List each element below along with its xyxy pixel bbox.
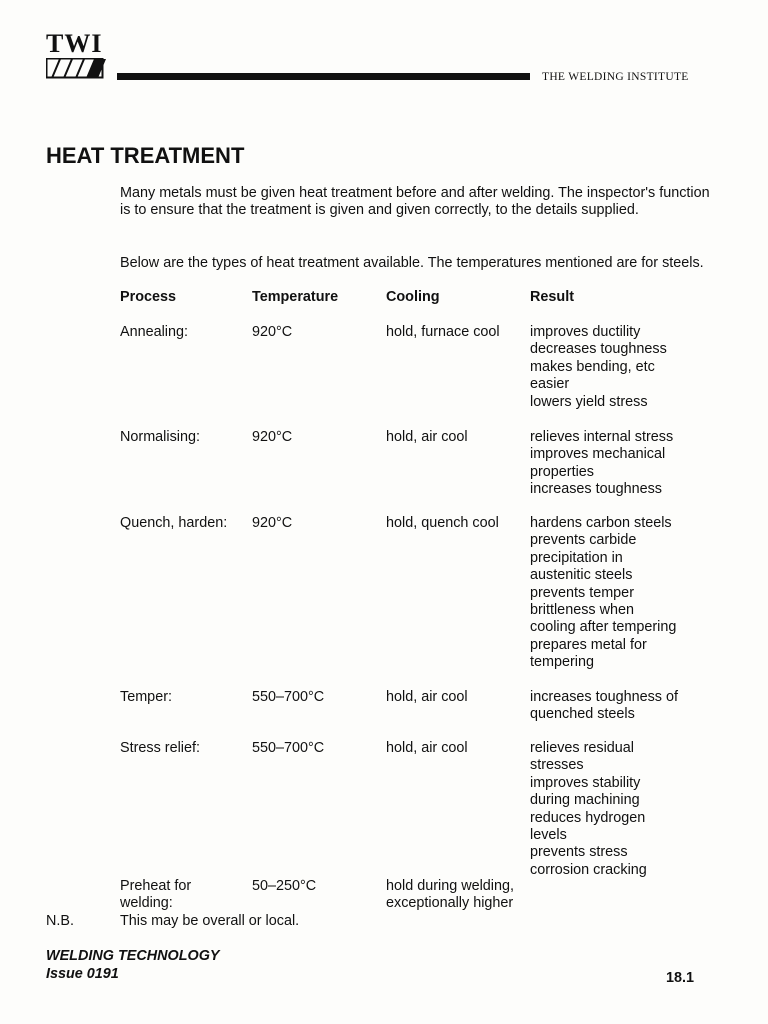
- cell-temperature: 550–700°C: [252, 689, 325, 705]
- process-line: Normalising:: [120, 429, 200, 445]
- result-line: prevents stress: [530, 844, 628, 861]
- result-line: tempering: [530, 654, 594, 671]
- result-line: easier: [530, 376, 570, 393]
- cell-process: [120, 324, 188, 341]
- result-line: stresses: [530, 757, 584, 774]
- cell-result: [530, 324, 667, 411]
- cell-temperature: 920°C: [252, 429, 293, 445]
- cell-process: [120, 740, 200, 757]
- result-line: improves ductility: [530, 324, 641, 340]
- twi-logo: [46, 29, 116, 80]
- cooling-line: hold, air cool: [386, 740, 468, 756]
- header-cooling: Cooling: [386, 289, 440, 305]
- header-result: Result: [530, 289, 574, 305]
- cell-cooling: [386, 689, 468, 706]
- note-label: N.B.: [46, 913, 74, 929]
- result-line: properties: [530, 463, 594, 480]
- result-line: increases toughness of: [530, 689, 678, 705]
- process-line: Temper:: [120, 689, 172, 705]
- cooling-line: hold during welding,: [386, 878, 515, 894]
- cell-result: [530, 429, 673, 499]
- cell-temperature: 920°C: [252, 515, 293, 531]
- result-line: brittleness when: [530, 602, 634, 619]
- result-line: prevents carbide: [530, 532, 637, 549]
- cell-result: [530, 689, 678, 724]
- result-line: quenched steels: [530, 706, 635, 723]
- page-number: 18.1: [666, 970, 695, 986]
- cell-cooling: [386, 878, 514, 913]
- result-line: during machining: [530, 792, 640, 809]
- cooling-line: hold, furnace cool: [386, 324, 500, 340]
- header-temperature: Temperature: [252, 289, 339, 305]
- cooling-line: hold, air cool: [386, 429, 468, 445]
- result-line: relieves residual: [530, 740, 634, 756]
- cell-cooling: [386, 740, 468, 757]
- cell-cooling: [386, 324, 500, 341]
- cell-cooling: [386, 429, 468, 446]
- cell-temperature: 920°C: [252, 324, 293, 340]
- process-line: welding:: [120, 895, 173, 912]
- footer-issue: Issue 0191: [46, 966, 119, 982]
- result-line: lowers yield stress: [530, 393, 648, 410]
- cell-process: [120, 878, 191, 913]
- types-paragraph: Below are the types of heat treatment available. The temperatures mentioned are for steels.: [120, 255, 704, 271]
- result-line: relieves internal stress: [530, 429, 674, 445]
- result-line: prevents temper: [530, 584, 634, 601]
- header-rule: [117, 73, 530, 80]
- note-text: This may be overall or local.: [120, 913, 300, 929]
- result-line: austenitic steels: [530, 567, 633, 584]
- result-line: improves mechanical: [530, 446, 666, 463]
- cooling-line: hold, air cool: [386, 689, 468, 705]
- process-line: Preheat for: [120, 878, 192, 894]
- result-line: cooling after tempering: [530, 619, 677, 636]
- cooling-line: exceptionally higher: [386, 895, 514, 912]
- cell-temperature: 550–700°C: [252, 740, 325, 756]
- institute-name: THE WELDING INSTITUTE: [542, 71, 689, 83]
- footer-title: WELDING TECHNOLOGY: [46, 948, 220, 964]
- cell-result: [530, 515, 676, 672]
- cell-process: [120, 429, 200, 446]
- result-line: precipitation in: [530, 549, 623, 566]
- cell-process: [120, 515, 227, 532]
- result-line: reduces hydrogen: [530, 809, 646, 826]
- intro-paragraph: Many metals must be given heat treatment before and after welding. The inspector's function is to ensure that the treatment is given and given correctly, to the details supplied.: [120, 185, 710, 219]
- process-line: Quench, harden:: [120, 515, 228, 531]
- cell-process: [120, 689, 172, 706]
- result-line: levels: [530, 827, 567, 844]
- logo-text: TWI: [46, 29, 103, 58]
- page-title: HEAT TREATMENT: [46, 143, 245, 168]
- twi-logo-mark: [46, 58, 110, 80]
- cell-result: [530, 740, 647, 879]
- cooling-line: hold, quench cool: [386, 515, 499, 531]
- result-line: hardens carbon steels: [530, 515, 672, 531]
- result-line: corrosion cracking: [530, 861, 647, 878]
- result-line: makes bending, etc: [530, 358, 655, 375]
- process-line: Annealing:: [120, 324, 189, 340]
- cell-temperature: 50–250°C: [252, 878, 317, 894]
- result-line: increases toughness: [530, 481, 662, 498]
- process-line: Stress relief:: [120, 740, 200, 756]
- result-line: prepares metal for: [530, 636, 647, 653]
- result-line: improves stability: [530, 774, 641, 791]
- result-line: decreases toughness: [530, 341, 667, 358]
- header-process: Process: [120, 289, 177, 305]
- cell-cooling: [386, 515, 499, 532]
